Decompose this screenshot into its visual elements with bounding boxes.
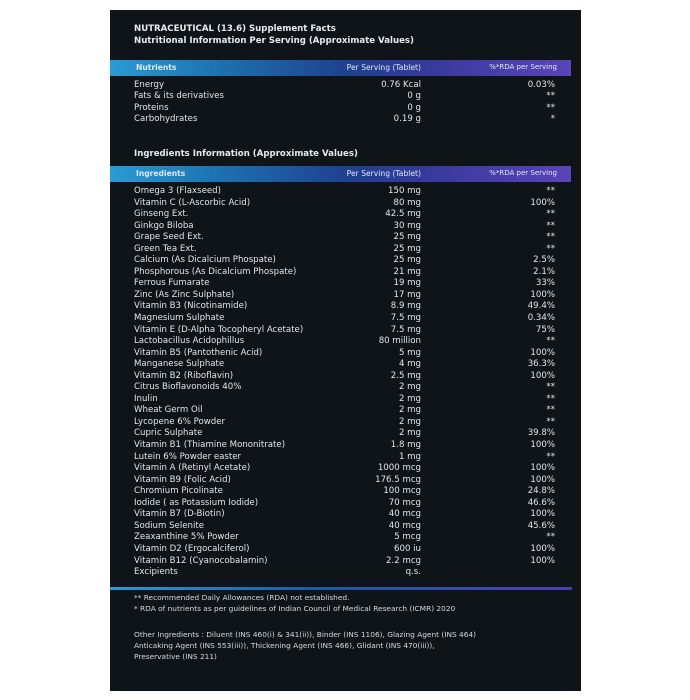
- ingredient-name: Iodide ( as Potassium Iodide): [134, 497, 259, 508]
- ingredient-name: Zeaxanthine 5% Powder: [134, 532, 239, 543]
- rda-value: 46.6%: [527, 497, 555, 508]
- per-serving-value: q.s.: [405, 567, 421, 578]
- ingredient-name: Wheat Germ Oil: [134, 405, 203, 416]
- table-row: [110, 475, 581, 487]
- table-row: [110, 521, 581, 533]
- rda-value: **: [546, 243, 555, 254]
- document-title: NUTRACEUTICAL (13.6) Supplement Facts: [134, 24, 336, 34]
- ingredients-table-header: [110, 166, 571, 182]
- rda-value: 100%: [530, 474, 555, 485]
- rda-value: 75%: [535, 324, 555, 335]
- rda-value: 100%: [530, 370, 555, 381]
- ingredients-section-title: Ingredients Information (Approximate Values): [134, 149, 358, 159]
- rda-value: 0.34%: [527, 313, 555, 324]
- table-row: [110, 544, 581, 556]
- table-row: [110, 567, 581, 579]
- ingredient-name: Citrus Bioflavonoids 40%: [134, 382, 242, 393]
- ingredient-name: Phosphorous (As Dicalcium Phospate): [134, 266, 297, 277]
- ingredients-header-name: Ingredients: [136, 169, 186, 178]
- per-serving-value: 1.8 mg: [390, 440, 421, 451]
- rda-value: **: [546, 91, 555, 102]
- table-row: [110, 325, 581, 337]
- per-serving-value: 40 mcg: [388, 509, 421, 520]
- ingredient-name: Ferrous Fumarate: [134, 278, 210, 289]
- table-row: [110, 301, 581, 313]
- rda-value: **: [546, 102, 555, 113]
- supplement-facts-panel: [110, 10, 581, 691]
- per-serving-value: 25 mg: [393, 255, 421, 266]
- rda-value: **: [546, 186, 555, 196]
- per-serving-value: 2.2 mcg: [386, 555, 421, 566]
- nutrients-header-per-serving: Per Serving (Tablet): [346, 63, 421, 72]
- ingredient-name: Lycopene 6% Powder: [134, 416, 226, 427]
- rda-value: 45.6%: [527, 520, 555, 531]
- rda-value: 100%: [530, 440, 555, 451]
- rda-value: 100%: [530, 555, 555, 566]
- ingredient-name: Vitamin D2 (Ergocalciferol): [134, 543, 250, 554]
- table-row: [110, 371, 581, 383]
- table-row: [110, 556, 581, 568]
- document-subtitle: Nutritional Information Per Serving (Approximate Values): [134, 36, 414, 46]
- table-row: [110, 498, 581, 510]
- table-row: [110, 244, 581, 256]
- ingredient-name: Inulin: [134, 393, 158, 404]
- per-serving-value: 1000 mcg: [377, 463, 421, 474]
- per-serving-value: 4 mg: [398, 359, 421, 370]
- per-serving-value: 17 mg: [393, 289, 421, 300]
- nutrients-header-name: Nutrients: [136, 63, 177, 72]
- rda-value: 2.5%: [533, 255, 555, 266]
- ingredient-name: Vitamin E (D-Alpha Tocopheryl Acetate): [134, 324, 304, 335]
- rda-value: 100%: [530, 509, 555, 520]
- table-row: [110, 80, 581, 91]
- rda-value: 100%: [530, 347, 555, 358]
- table-row: [110, 428, 581, 440]
- ingredient-name: Grape Seed Ext.: [134, 232, 204, 243]
- ingredient-name: Energy: [134, 80, 165, 90]
- footnote-rda-not-established: ** Recommended Daily Allowances (RDA) not established.: [134, 593, 350, 602]
- table-row: [110, 313, 581, 325]
- rda-value: 100%: [530, 289, 555, 300]
- rda-value: 2.1%: [533, 266, 555, 277]
- table-row: [110, 405, 581, 417]
- rda-value: **: [546, 220, 555, 231]
- other-ingredients-line-1: Other Ingredients : Diluent (INS 460(i) & 341(ii)), Binder (INS 1106), Glazing Agent (INS 464): [134, 630, 477, 639]
- other-ingredients-line-2: Anticaking Agent (INS 553(iii)), Thickening Agent (INS 466), Glidant (INS 470(iii)),: [134, 641, 435, 650]
- section-divider: [110, 587, 572, 590]
- per-serving-value: 25 mg: [393, 243, 421, 254]
- per-serving-value: 19 mg: [393, 278, 421, 289]
- rda-value: **: [546, 451, 555, 462]
- ingredient-name: Green Tea Ext.: [134, 243, 197, 254]
- rda-value: 24.8%: [527, 486, 555, 497]
- other-ingredients-line-3: Preservative (INS 211): [134, 652, 217, 661]
- per-serving-value: 2.5 mg: [390, 370, 421, 381]
- table-row: [110, 359, 581, 371]
- table-row: [110, 440, 581, 452]
- ingredient-name: Vitamin B3 (Nicotinamide): [134, 301, 248, 312]
- rda-value: **: [546, 232, 555, 243]
- nutrients-table-body: [110, 80, 581, 125]
- ingredient-name: Calcium (As Dicalcium Phospate): [134, 255, 276, 266]
- ingredient-name: Vitamin B5 (Pantothenic Acid): [134, 347, 263, 358]
- table-row: [110, 114, 581, 125]
- table-row: [110, 394, 581, 406]
- per-serving-value: 80 mg: [393, 197, 421, 208]
- rda-value: 33%: [535, 278, 555, 289]
- table-row: [110, 221, 581, 233]
- table-row: [110, 278, 581, 290]
- per-serving-value: 150 mg: [388, 186, 421, 196]
- table-row: [110, 509, 581, 521]
- rda-value: **: [546, 393, 555, 404]
- rda-value: **: [546, 405, 555, 416]
- ingredient-name: Ginseng Ext.: [134, 209, 189, 220]
- ingredient-name: Ginkgo Biloba: [134, 220, 194, 231]
- rda-value: **: [546, 209, 555, 220]
- table-row: [110, 336, 581, 348]
- ingredient-name: Omega 3 (Flaxseed): [134, 186, 221, 196]
- per-serving-value: 21 mg: [393, 266, 421, 277]
- per-serving-value: 40 mcg: [388, 520, 421, 531]
- per-serving-value: 2 mg: [398, 405, 421, 416]
- ingredient-name: Magnesium Sulphate: [134, 313, 225, 324]
- table-row: [110, 103, 581, 114]
- ingredient-name: Lutein 6% Powder easter: [134, 451, 242, 462]
- table-row: [110, 91, 581, 102]
- rda-value: **: [546, 532, 555, 543]
- per-serving-value: 2 mg: [398, 393, 421, 404]
- per-serving-value: 2 mg: [398, 428, 421, 439]
- table-row: [110, 255, 581, 267]
- rda-value: 39.8%: [527, 428, 555, 439]
- table-row: [110, 209, 581, 221]
- per-serving-value: 1 mg: [398, 451, 421, 462]
- ingredient-name: Vitamin B9 (Folic Acid): [134, 474, 231, 485]
- ingredient-name: Carbohydrates: [134, 113, 198, 124]
- ingredient-name: Vitamin B7 (D-Biotin): [134, 509, 225, 520]
- ingredients-header-rda: %*RDA per Serving: [489, 169, 557, 177]
- rda-value: **: [546, 416, 555, 427]
- ingredients-table-body: [110, 186, 581, 579]
- ingredient-name: Excipients: [134, 567, 178, 578]
- per-serving-value: 0.76 Kcal: [381, 80, 421, 90]
- ingredient-name: Fats & its derivatives: [134, 91, 225, 102]
- per-serving-value: 7.5 mg: [390, 313, 421, 324]
- per-serving-value: 100 mcg: [383, 486, 421, 497]
- ingredient-name: Vitamin C (L-Ascorbic Acid): [134, 197, 251, 208]
- table-row: [110, 267, 581, 279]
- per-serving-value: 2 mg: [398, 416, 421, 427]
- ingredient-name: Proteins: [134, 102, 169, 113]
- per-serving-value: 2 mg: [398, 382, 421, 393]
- ingredient-name: Zinc (As Zinc Sulphate): [134, 289, 235, 300]
- rda-value: 36.3%: [527, 359, 555, 370]
- rda-value: 0.03%: [527, 80, 555, 90]
- table-row: [110, 463, 581, 475]
- rda-value: 49.4%: [527, 301, 555, 312]
- per-serving-value: 5 mcg: [394, 532, 421, 543]
- per-serving-value: 0.19 g: [393, 113, 421, 124]
- per-serving-value: 0 g: [407, 91, 421, 102]
- table-row: [110, 486, 581, 498]
- per-serving-value: 25 mg: [393, 232, 421, 243]
- ingredient-name: Vitamin B1 (Thiamine Mononitrate): [134, 440, 286, 451]
- rda-value: 100%: [530, 463, 555, 474]
- ingredient-name: Sodium Selenite: [134, 520, 205, 531]
- table-row: [110, 198, 581, 210]
- per-serving-value: 5 mg: [398, 347, 421, 358]
- table-row: [110, 232, 581, 244]
- table-row: [110, 348, 581, 360]
- ingredient-name: Vitamin A (Retinyl Acetate): [134, 463, 251, 474]
- table-row: [110, 186, 581, 198]
- rda-value: 100%: [530, 197, 555, 208]
- table-row: [110, 290, 581, 302]
- rda-value: *: [550, 113, 555, 124]
- rda-value: **: [546, 382, 555, 393]
- ingredient-name: Chromium Picolinate: [134, 486, 223, 497]
- ingredient-name: Lactobacillus Acidophillus: [134, 336, 245, 347]
- rda-value: 100%: [530, 543, 555, 554]
- ingredient-name: Vitamin B12 (Cyanocobalamin): [134, 555, 268, 566]
- per-serving-value: 176.5 mcg: [375, 474, 421, 485]
- per-serving-value: 30 mg: [393, 220, 421, 231]
- ingredient-name: Manganese Sulphate: [134, 359, 225, 370]
- table-row: [110, 532, 581, 544]
- per-serving-value: 600 iu: [394, 543, 421, 554]
- per-serving-value: 70 mcg: [388, 497, 421, 508]
- footnote-rda-icmr: * RDA of nutrients as per guidelines of Indian Council of Medical Research (ICMR) 2020: [134, 604, 456, 613]
- table-row: [110, 452, 581, 464]
- per-serving-value: 7.5 mg: [390, 324, 421, 335]
- per-serving-value: 80 million: [378, 336, 421, 347]
- table-row: [110, 382, 581, 394]
- per-serving-value: 8.9 mg: [390, 301, 421, 312]
- per-serving-value: 0 g: [407, 102, 421, 113]
- nutrients-table-header: [110, 60, 571, 76]
- nutrients-header-rda: %*RDA per Serving: [489, 63, 557, 71]
- rda-value: **: [546, 336, 555, 347]
- ingredient-name: Vitamin B2 (Riboflavin): [134, 370, 234, 381]
- ingredient-name: Cupric Sulphate: [134, 428, 203, 439]
- table-row: [110, 417, 581, 429]
- ingredients-header-per-serving: Per Serving (Tablet): [346, 169, 421, 178]
- per-serving-value: 42.5 mg: [385, 209, 421, 220]
